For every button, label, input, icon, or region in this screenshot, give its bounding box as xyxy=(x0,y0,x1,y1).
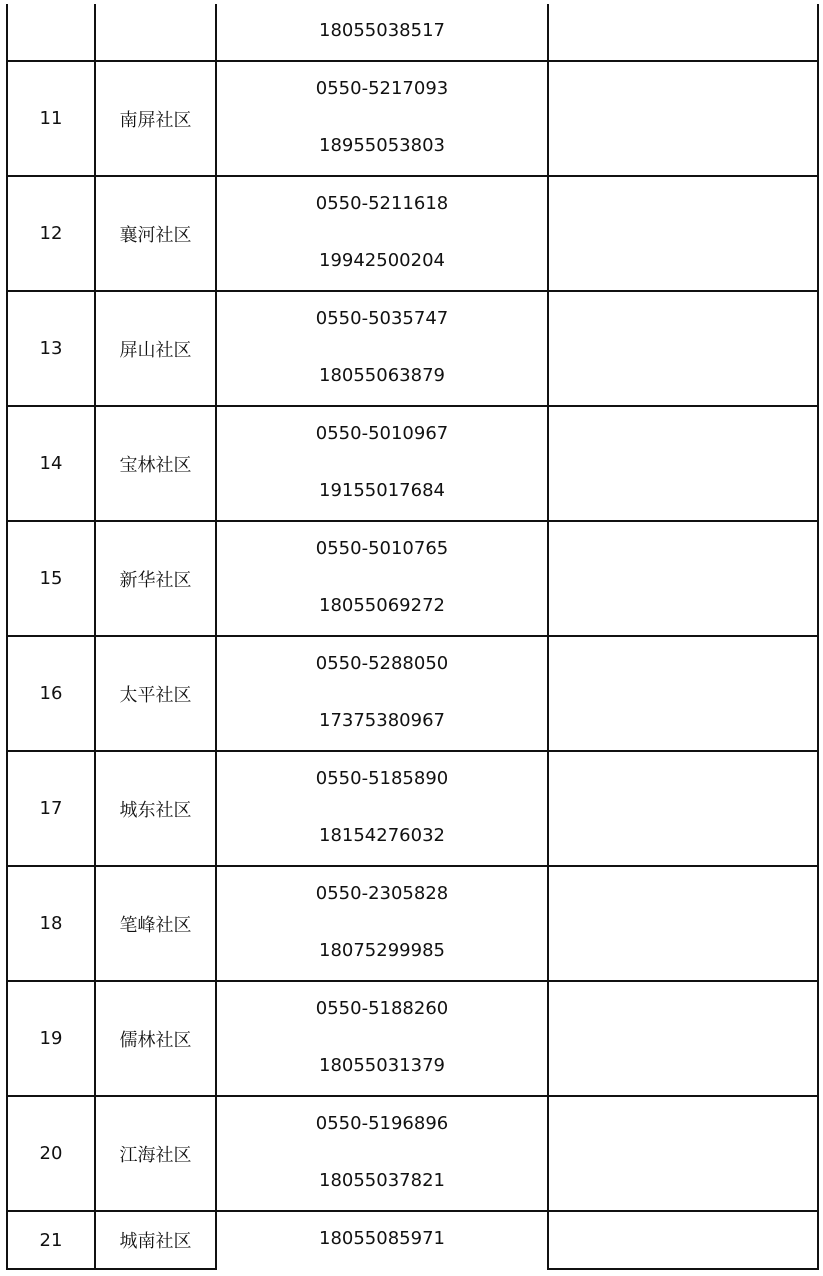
phone-mobile: 18055069272 xyxy=(319,595,445,616)
row-number: 13 xyxy=(39,338,63,359)
community-name: 屏山社区 xyxy=(119,339,192,361)
phone-landline: 0550-5196896 xyxy=(315,1113,449,1134)
row-number: 12 xyxy=(39,223,63,244)
phone-mobile: 18055031379 xyxy=(319,1055,445,1076)
phone-mobile: 18955053803 xyxy=(319,135,445,156)
phone-mobile: 18075299985 xyxy=(319,940,445,961)
phone-mobile: 19942500204 xyxy=(319,250,445,271)
community-name: 江海社区 xyxy=(119,1144,192,1166)
community-name: 宝林社区 xyxy=(119,454,192,476)
phone-landline: 0550-5188260 xyxy=(315,998,449,1019)
phone-landline: 0550-5288050 xyxy=(315,653,449,674)
row-border-bottom-left xyxy=(6,1268,217,1270)
phone-landline: 0550-5010967 xyxy=(315,423,449,444)
community-name: 太平社区 xyxy=(119,684,192,706)
phone-landline: 0550-5217093 xyxy=(315,78,449,99)
community-name: 城南社区 xyxy=(119,1231,192,1252)
row-number: 16 xyxy=(39,683,63,704)
phone-mobile: 18055063879 xyxy=(319,365,445,386)
row-number: 14 xyxy=(39,453,63,474)
phone-mobile: 19155017684 xyxy=(319,480,445,501)
row-number: 18 xyxy=(39,913,63,934)
row-number: 11 xyxy=(39,108,63,129)
community-name: 儒林社区 xyxy=(119,1029,192,1051)
row-number: 19 xyxy=(39,1028,63,1049)
phone-landline: 0550-5010765 xyxy=(315,538,449,559)
row-number: 17 xyxy=(39,798,63,819)
phone-mobile: 18055038517 xyxy=(319,20,445,41)
phone-landline: 0550-2305828 xyxy=(315,883,449,904)
community-name: 新华社区 xyxy=(119,569,192,591)
row-number: 20 xyxy=(39,1143,63,1164)
border-right xyxy=(817,4,819,1270)
phone-landline: 0550-5035747 xyxy=(315,308,449,329)
row-number: 15 xyxy=(39,568,63,589)
phone-mobile: 18055085971 xyxy=(319,1228,445,1249)
row-border-bottom-right xyxy=(547,1268,819,1270)
phone-landline: 0550-5185890 xyxy=(315,768,449,789)
phone-mobile: 18154276032 xyxy=(319,825,445,846)
row-number: 21 xyxy=(39,1229,63,1251)
border-col-3 xyxy=(547,4,549,1270)
community-name: 笔峰社区 xyxy=(119,914,192,936)
phone-landline: 0550-5211618 xyxy=(315,193,449,214)
phone-mobile: 18055037821 xyxy=(319,1170,445,1191)
community-name: 城东社区 xyxy=(119,799,192,821)
community-name: 南屏社区 xyxy=(119,109,192,131)
phone-mobile: 17375380967 xyxy=(319,710,445,731)
community-name: 襄河社区 xyxy=(119,224,192,246)
